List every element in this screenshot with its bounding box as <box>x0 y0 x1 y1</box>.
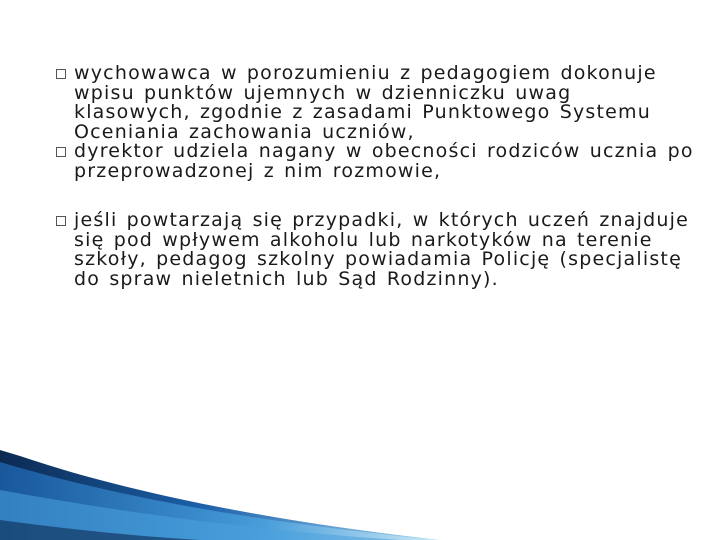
bullet-text-3: jeśli powtarzają się przypadki, w których uczeń znajduje się pod wpływem alkoholu lub narkotyków na terenie szkoły, pedagog szkolny powiadamia Policję (specjalistę do spraw nieletnich lub Sąd Rodzinny). <box>74 209 689 290</box>
bullet-item-1 <box>56 64 696 142</box>
bullet-item-2 <box>56 142 696 181</box>
corner-wave-decoration <box>0 450 440 540</box>
square-bullet-icon <box>56 147 66 157</box>
bullet-item-3 <box>56 211 696 289</box>
square-bullet-icon <box>56 69 66 79</box>
bullet-text-1: wychowawca w porozumieniu z pedagogiem dokonuje wpisu punktów ujemnych w dzienniczku uwag klasowych, zgodnie z zasadami Punktowego Systemu Oceniania zachowania uczniów, <box>74 62 657 143</box>
square-bullet-icon <box>56 216 66 226</box>
bullet-list <box>56 64 696 289</box>
bullet-text-2: dyrektor udziela nagany w obecności rodziców ucznia po przeprowadzonej z nim rozmowie, <box>74 140 694 182</box>
